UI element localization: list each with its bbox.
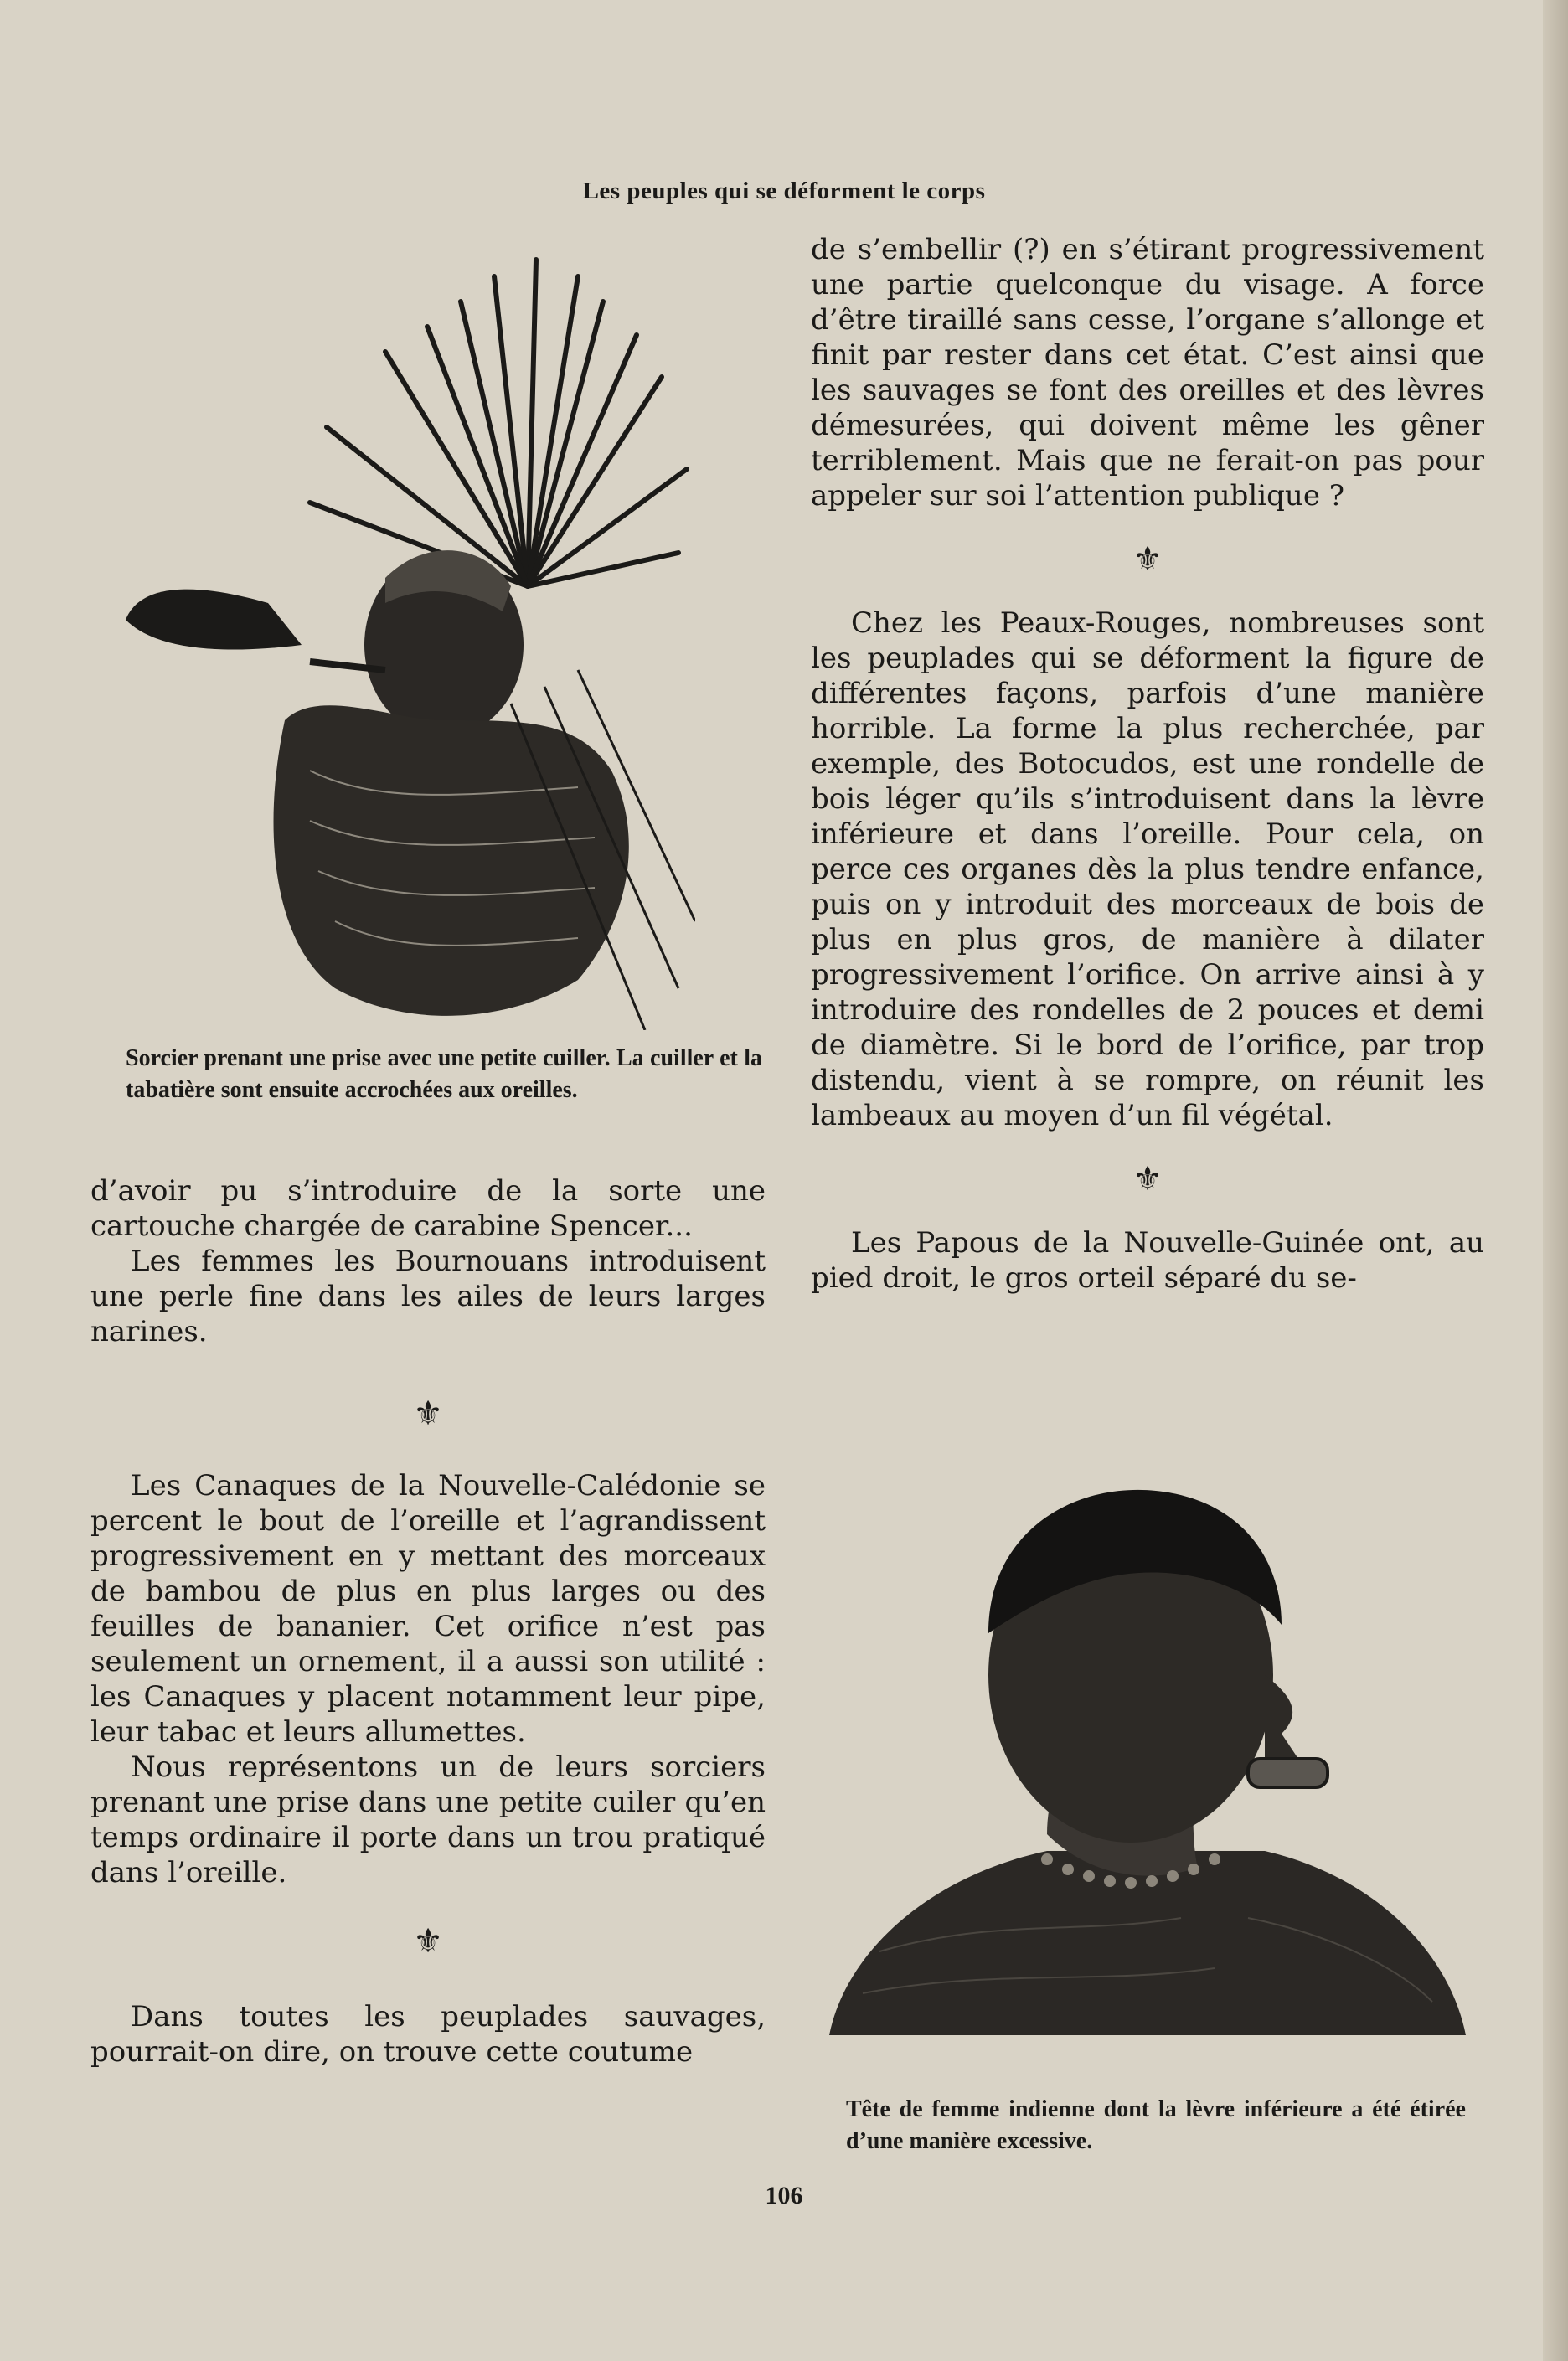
right-column: [811, 232, 1484, 1296]
left-column: [90, 1173, 766, 2070]
left-paragraph-1: d’avoir pu s’introduire de la sorte une cartouche chargée de carabine Spencer...: [90, 1174, 766, 1243]
right-paragraph-1: de s’embellir (?) en s’étirant progressivement une partie quelconque du visage. A force d’être tiraillé sans cesse, l’organe s’allonge et finit par rester dans cet état. C’est ainsi que les sauvages se font des oreilles et des lèvres démesurées, qui doivent même les gêner terriblement. Mais que ne ferait-on pas pour appeler sur soi l’attention publique ?: [811, 233, 1484, 513]
fleuron-ornament: ⚜: [413, 1394, 443, 1433]
woman-portrait-illustration: [829, 1482, 1478, 2035]
left-paragraph-5: Dans toutes les peuplades sauvages, pourrait-on dire, on trouve cette coutume: [90, 2000, 766, 2069]
running-header: Les peuples qui se déforment le corps: [582, 178, 986, 204]
left-paragraph-3: Les Canaques de la Nouvelle-Calédonie se percent le bout de l’oreille et l’agrandissent progressivement en y mettant des morceaux de bambou de plus en plus larges ou des feuilles de bananier. Cet orifice n’est pas seulement un ornement, il a aussi son utilité : les Canaques y placent notamment leur pipe, leur tabac et leurs allumettes.: [90, 1469, 766, 1749]
sorcerer-illustration: [109, 251, 695, 1030]
left-paragraph-4: Nous représentons un de leurs sorciers prenant une prise dans une petite cuiler qu’en temps ordinaire il porte dans un trou pratiqué dans l’oreille.: [90, 1750, 766, 1889]
left-paragraph-2: Les femmes les Bournouans introduisent une perle fine dans les ailes de leurs larges narines.: [90, 1245, 766, 1348]
page-number: 106: [765, 2182, 803, 2209]
sorcerer-caption: Sorcier prenant une prise avec une petite cuiller. La cuiller et la tabatière sont ensuite accrochées aux oreilles.: [126, 1045, 762, 1103]
right-paragraph-2: Chez les Peaux-Rouges, nombreuses sont les peuplades qui se déforment la figure de différentes façons, parfois d’une manière horrible. La forme la plus recherchée, par exemple, des Botocudos, est une rondelle de bois léger qu’ils s’introduisent dans la lèvre inférieure et dans l’oreille. Pour cela, on perce ces organes dès la plus tendre enfance, puis on y introduit des morceaux de bois de plus en plus gros, de manière à dilater progressivement l’orifice. On arrive ainsi à y introduire des rondelles de 2 pouces et demi de diamètre. Si le bord de l’orifice, par trop distendu, vient à se rompre, on réunit les lambeaux au moyen d’un fil végétal.: [811, 606, 1484, 1132]
fleuron-ornament: ⚜: [1132, 1160, 1163, 1199]
page-edge: [1543, 0, 1568, 2361]
fleuron-ornament: ⚜: [1132, 540, 1163, 579]
right-paragraph-3: Les Papous de la Nouvelle-Guinée ont, au pied droit, le gros orteil séparé du se-: [811, 1226, 1484, 1295]
fleuron-ornament: ⚜: [413, 1922, 443, 1961]
portrait-caption: Tête de femme indienne dont la lèvre inférieure a été étirée d’une manière excessive.: [846, 2096, 1466, 2154]
